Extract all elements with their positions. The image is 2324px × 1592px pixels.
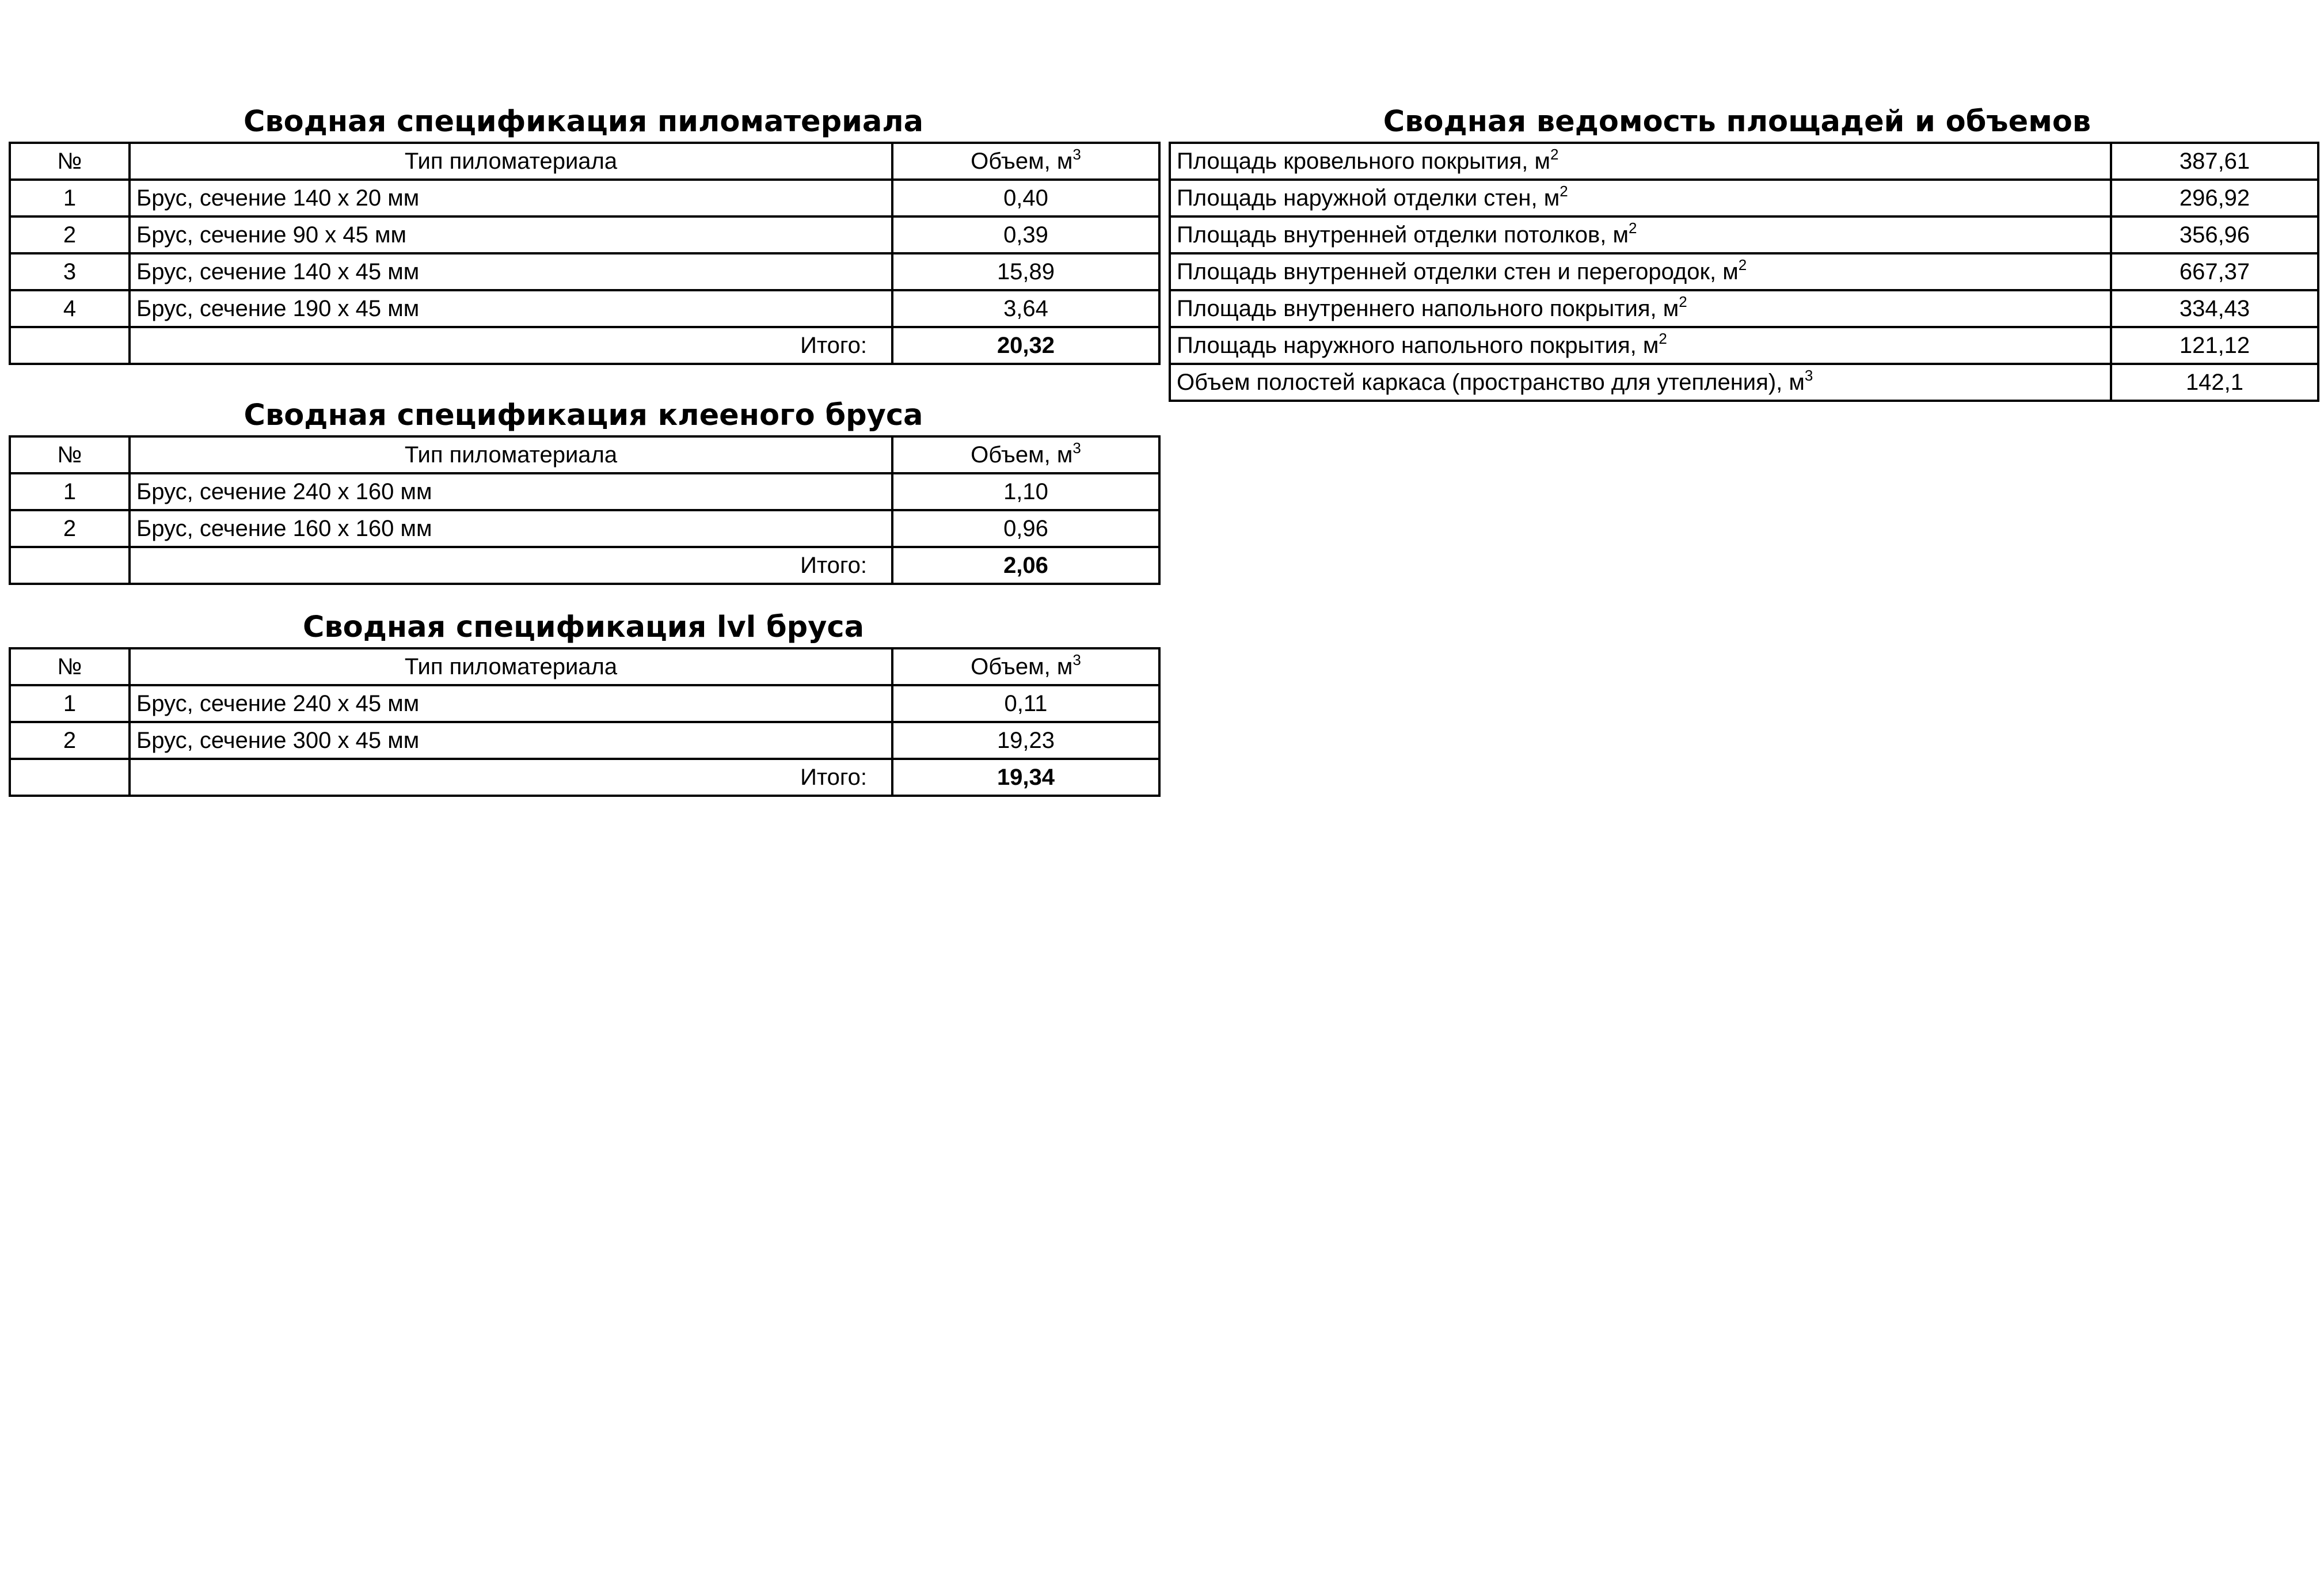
row-num: 2 xyxy=(10,722,130,759)
row-volume: 0,11 xyxy=(892,685,1159,722)
row-type: Брус, сечение 90 х 45 мм xyxy=(130,216,892,253)
header-volume: Объем, $м^3$ xyxy=(892,436,1159,473)
area-value: 356,96 xyxy=(2111,216,2318,253)
total-empty-cell xyxy=(10,327,130,364)
table-row xyxy=(10,473,1159,510)
area-value: 142,1 xyxy=(2111,364,2318,401)
row-volume: 19,23 xyxy=(892,722,1159,759)
table-header-row xyxy=(10,143,1159,180)
header-type: Тип пиломатериала xyxy=(130,143,892,180)
table-row xyxy=(1170,143,2318,180)
table-row xyxy=(1170,216,2318,253)
lvl-spec-block xyxy=(9,608,1158,797)
area-label: Площадь наружной отделки стен, $м^2$ xyxy=(1170,180,2111,216)
total-empty-cell xyxy=(10,547,130,584)
row-num: 3 xyxy=(10,253,130,290)
total-empty-cell xyxy=(10,759,130,796)
total-value: 20,32 xyxy=(892,327,1159,364)
table-row xyxy=(10,253,1159,290)
row-num: 4 xyxy=(10,290,130,327)
row-volume: 1,10 xyxy=(892,473,1159,510)
table-row xyxy=(10,722,1159,759)
total-value: 19,34 xyxy=(892,759,1159,796)
area-value: 667,37 xyxy=(2111,253,2318,290)
header-num: № xyxy=(10,143,130,180)
header-num: № xyxy=(10,436,130,473)
row-num: 2 xyxy=(10,510,130,547)
total-label: Итого: xyxy=(130,759,892,796)
row-type: Брус, сечение 300 х 45 мм xyxy=(130,722,892,759)
row-num: 2 xyxy=(10,216,130,253)
area-label: Площадь наружного напольного покрытия, $м^2$ xyxy=(1170,327,2111,364)
total-label: Итого: xyxy=(130,327,892,364)
table-row xyxy=(1170,290,2318,327)
row-volume: 0,40 xyxy=(892,180,1159,216)
total-row xyxy=(10,547,1159,584)
total-row xyxy=(10,327,1159,364)
area-label: Объем полостей каркаса (пространство для утепления), $м^3$ xyxy=(1170,364,2111,401)
area-value: 334,43 xyxy=(2111,290,2318,327)
area-label: Площадь внутренней отделки стен и перегородок, $м^2$ xyxy=(1170,253,2111,290)
lumber-spec-title: Сводная спецификация пиломатериала xyxy=(243,105,924,139)
area-label: Площадь внутренней отделки потолков, $м^2$ xyxy=(1170,216,2111,253)
row-type: Брус, сечение 160 х 160 мм xyxy=(130,510,892,547)
header-num: № xyxy=(10,648,130,685)
table-row xyxy=(1170,327,2318,364)
table-row xyxy=(10,290,1159,327)
glulam-spec-table xyxy=(9,435,1161,585)
total-row xyxy=(10,759,1159,796)
row-volume: 0,39 xyxy=(892,216,1159,253)
table-row xyxy=(10,685,1159,722)
row-num: 1 xyxy=(10,473,130,510)
table-row xyxy=(10,510,1159,547)
row-type: Брус, сечение 240 х 45 мм xyxy=(130,685,892,722)
table-row xyxy=(1170,364,2318,401)
row-volume: 15,89 xyxy=(892,253,1159,290)
total-label: Итого: xyxy=(130,547,892,584)
areas-table xyxy=(1169,142,2319,402)
area-value: 387,61 xyxy=(2111,143,2318,180)
area-label: Площадь кровельного покрытия, $м^2$ xyxy=(1170,143,2111,180)
lvl-spec-table xyxy=(9,647,1161,797)
row-type: Брус, сечение 140 х 20 мм xyxy=(130,180,892,216)
area-label: Площадь внутреннего напольного покрытия, $м^2$ xyxy=(1170,290,2111,327)
table-header-row xyxy=(10,648,1159,685)
table-row xyxy=(10,180,1159,216)
row-num: 1 xyxy=(10,685,130,722)
table-row xyxy=(10,216,1159,253)
area-value: 296,92 xyxy=(2111,180,2318,216)
header-volume: Объем, $м^3$ xyxy=(892,648,1159,685)
header-type: Тип пиломатериала xyxy=(130,436,892,473)
glulam-spec-title: Сводная спецификация клееного бруса xyxy=(244,398,923,432)
lvl-spec-title: Сводная спецификация lvl бруса xyxy=(302,610,865,644)
row-type: Брус, сечение 190 х 45 мм xyxy=(130,290,892,327)
total-value: 2,06 xyxy=(892,547,1159,584)
areas-title: Сводная ведомость площадей и объемов xyxy=(1383,105,2091,139)
glulam-spec-block xyxy=(9,396,1158,585)
row-num: 1 xyxy=(10,180,130,216)
lumber-spec-table xyxy=(9,142,1161,365)
area-value: 121,12 xyxy=(2111,327,2318,364)
areas-block xyxy=(1169,102,2317,402)
table-row xyxy=(1170,180,2318,216)
row-type: Брус, сечение 140 х 45 мм xyxy=(130,253,892,290)
row-type: Брус, сечение 240 х 160 мм xyxy=(130,473,892,510)
header-volume: Объем, $м^3$ xyxy=(892,143,1159,180)
table-row xyxy=(1170,253,2318,290)
row-volume: 3,64 xyxy=(892,290,1159,327)
lumber-spec-block xyxy=(9,102,1158,365)
table-header-row xyxy=(10,436,1159,473)
row-volume: 0,96 xyxy=(892,510,1159,547)
header-type: Тип пиломатериала xyxy=(130,648,892,685)
